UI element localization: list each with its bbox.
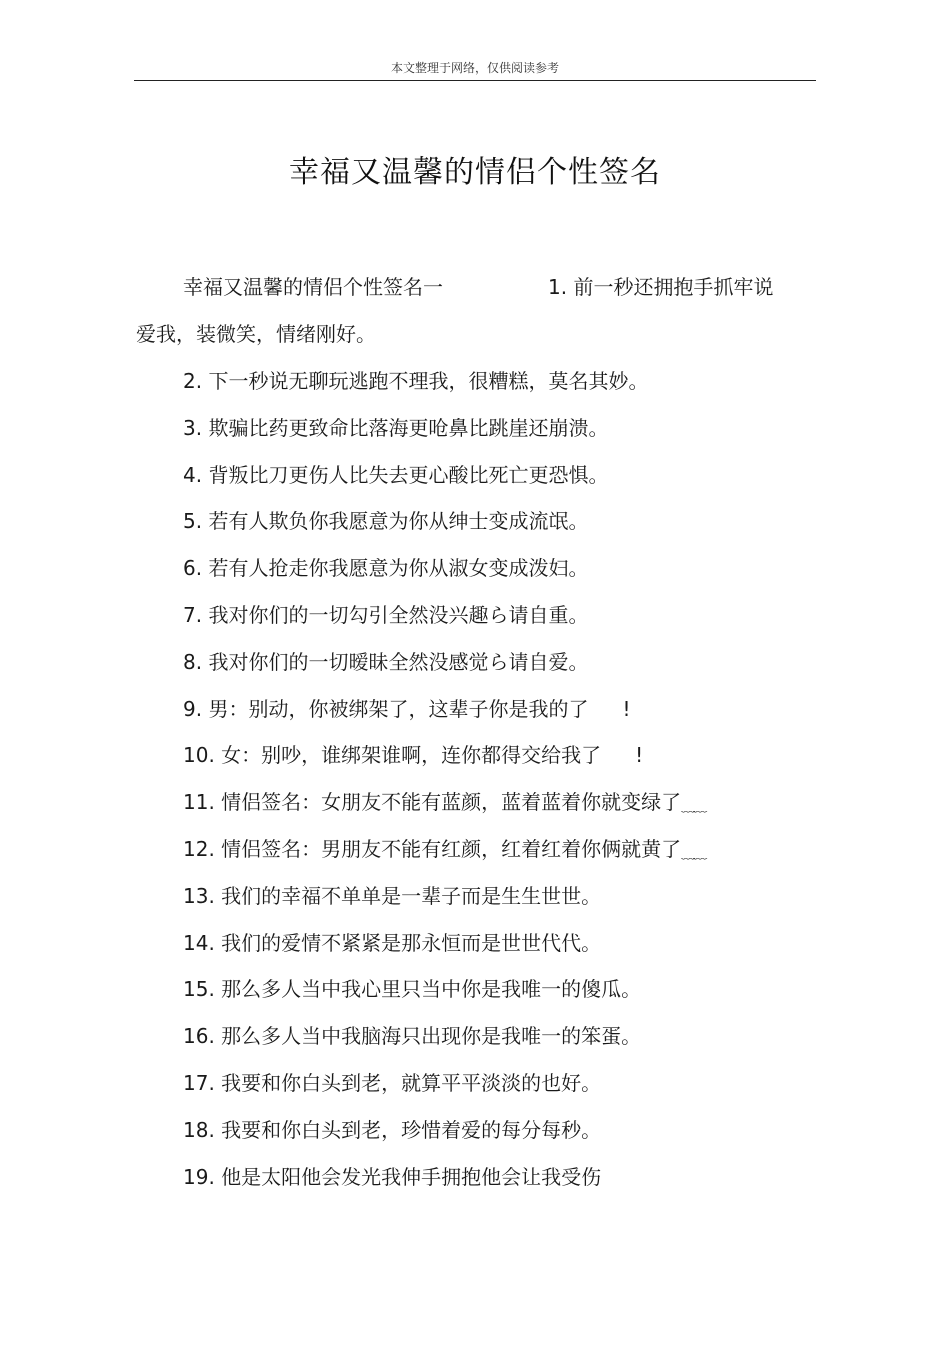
- list-item: [183, 788, 705, 821]
- list-item: [183, 648, 588, 676]
- list-item-text: 10. 女：别吵，谁绑架谁啊，连你都得交给我了: [183, 743, 602, 768]
- section-heading: 幸福又温馨的情侣个性签名一: [183, 275, 443, 299]
- list-item-text: 5. 若有人欺负你我愿意为你从绅士变成流氓。: [183, 509, 589, 534]
- list-item: [183, 741, 643, 769]
- document-title: 幸福又温馨的情侣个性签名: [289, 155, 661, 190]
- list-item-1-continuation: 爱我，装微笑，情绪刚好。: [136, 322, 376, 346]
- list-item: [183, 975, 641, 1003]
- list-item-text: 8. 我对你们的一切暧昧全然没感觉ら请自爱。: [183, 649, 589, 674]
- list-item-text: 2. 下一秒说无聊玩逃跑不理我，很糟糕，莫名其妙。: [183, 369, 649, 393]
- list-item-text: 6. 若有人抢走你我愿意为你从淑女变成泼妇。: [183, 556, 589, 581]
- header-divider: [134, 80, 816, 81]
- list-item-squiggle: ﹏﹏: [681, 799, 706, 816]
- list-item-text: 9. 男：别动，你被绑架了，这辈子你是我的了: [183, 696, 589, 721]
- list-item-1: 1. 前一秒还拥抱手抓牢说: [548, 275, 774, 299]
- header-note: 本文整理于网络，仅供阅读参考: [390, 61, 559, 75]
- list-item: [183, 507, 588, 535]
- list-item: [183, 367, 648, 395]
- list-item: [183, 1069, 601, 1097]
- list-item: [183, 601, 588, 629]
- list-item-suffix: !: [635, 743, 644, 768]
- list-item-text: 12. 情侣签名：男朋友不能有红颜，红着红着你俩就黄了: [183, 837, 682, 861]
- list-item-text: 3. 欺骗比药更致命比落海更呛鼻比跳崖还崩溃。: [183, 415, 609, 440]
- list-item-text: 7. 我对你们的一切勾引全然没兴趣ら请自重。: [183, 603, 589, 627]
- list-item: [183, 835, 705, 868]
- list-item-text: 11. 情侣签名：女朋友不能有蓝颜，蓝着蓝着你就变绿了: [183, 790, 682, 815]
- list-item: [183, 461, 608, 489]
- list-item-squiggle: ﹏﹏: [681, 846, 706, 862]
- list-item: [183, 929, 601, 957]
- list-item-text: 13. 我们的幸福不单单是一辈子而是生生世世。: [183, 883, 602, 908]
- list-item: [183, 1022, 641, 1050]
- list-item-text: 17. 我要和你白头到老，就算平平淡淡的也好。: [183, 1071, 602, 1095]
- list-item-text: 18. 我要和你白头到老，珍惜着爱的每分每秒。: [183, 1117, 602, 1142]
- list-item: [183, 1163, 601, 1191]
- list-item-text: 4. 背叛比刀更伤人比失去更心酸比死亡更恐惧。: [183, 462, 609, 487]
- list-item-text: 14. 我们的爱情不紧紧是那永恒而是世世代代。: [183, 930, 602, 955]
- list-item-text: 15. 那么多人当中我心里只当中你是我唯一的傻瓜。: [183, 977, 642, 1002]
- list-item-text: 19. 他是太阳他会发光我伸手拥抱他会让我受伤: [183, 1164, 602, 1189]
- list-item-text: 16. 那么多人当中我脑海只出现你是我唯一的笨蛋。: [183, 1024, 642, 1049]
- list-item: [183, 554, 588, 582]
- list-item: [183, 414, 608, 442]
- list-item-suffix: !: [622, 696, 631, 721]
- list-item: [183, 882, 601, 910]
- list-item: [183, 1116, 601, 1144]
- list-item: [183, 695, 630, 723]
